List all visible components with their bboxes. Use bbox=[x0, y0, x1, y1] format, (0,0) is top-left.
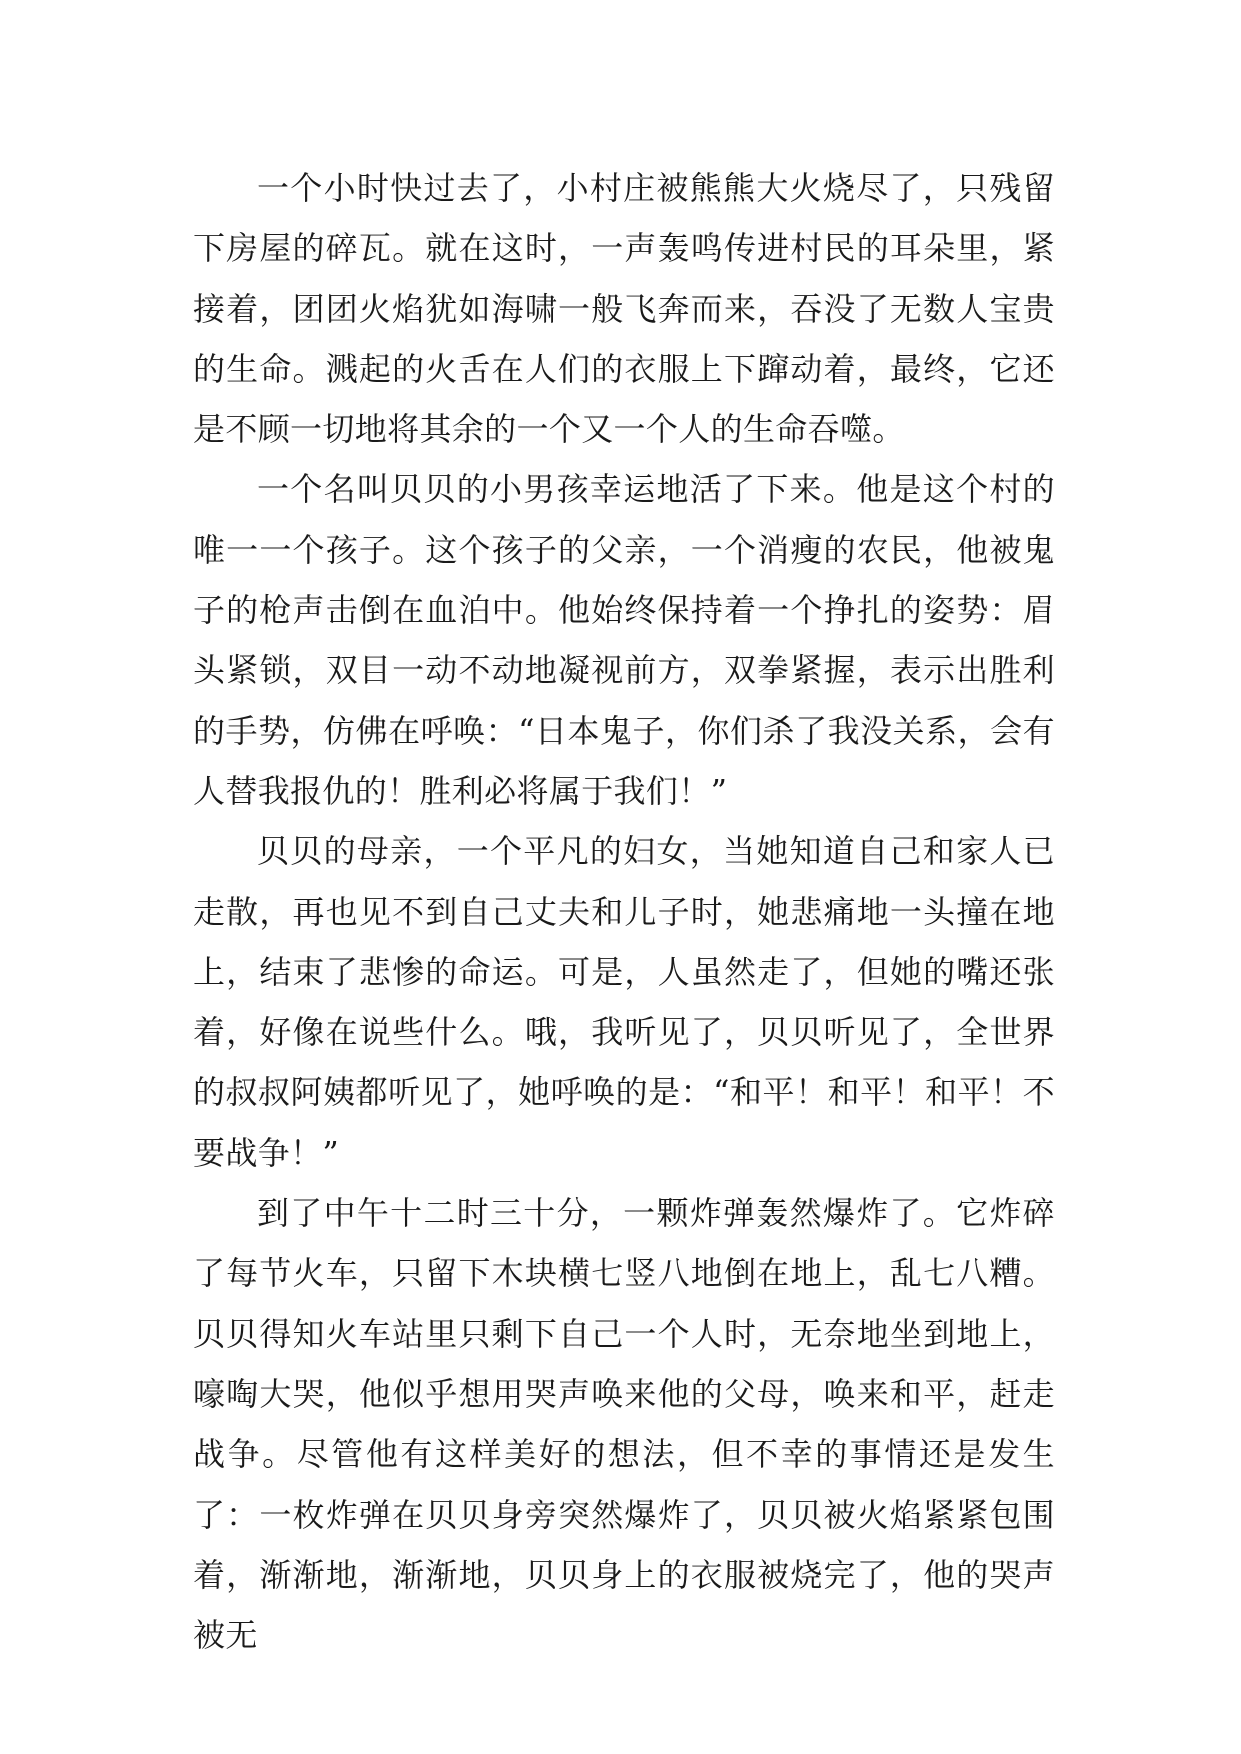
paragraph-3: 贝贝的母亲，一个平凡的妇女，当她知道自己和家人已走散，再也见不到自己丈夫和儿子时，她悲痛地一头撞在地上，结束了悲惨的命运。可是，人虽然走了，但她的嘴还张着，好像在说些什么。哦，我听见了，贝贝听见了，全世界的叔叔阿姨都听见了，她呼唤的是：“和平！和平！和平！不要战争！” bbox=[193, 832, 1055, 1172]
paragraph-4: 到了中午十二时三十分，一颗炸弹轰然爆炸了。它炸碎了每节火车，只留下木块横七竖八地倒在地上，乱七八糟。贝贝得知火车站里只剩下自己一个人时，无奈地坐到地上，嚎啕大哭，他似乎想用哭声唤来他的父母，唤来和平，赶走战争。尽管他有这样美好的想法，但不幸的事情还是发生了：一枚炸弹在贝贝身旁突然爆炸了，贝贝被火焰紧紧包围着，渐渐地，渐渐地，贝贝身上的衣服被烧完了，他的哭声被无 bbox=[193, 1194, 1055, 1655]
paragraph-2: 一个名叫贝贝的小男孩幸运地活了下来。他是这个村的唯一一个孩子。这个孩子的父亲，一个消瘦的农民，他被鬼子的枪声击倒在血泊中。他始终保持着一个挣扎的姿势：眉头紧锁，双目一动不动地凝视前方，双拳紧握，表示出胜利的手势，仿佛在呼唤：“日本鬼子，你们杀了我没关系，会有人替我报仇的！胜利必将属于我们！” bbox=[193, 470, 1055, 810]
paragraph-1: 一个小时快过去了，小村庄被熊熊大火烧尽了，只残留下房屋的碎瓦。就在这时，一声轰鸣传进村民的耳朵里，紧接着，团团火焰犹如海啸一般飞奔而来，吞没了无数人宝贵的生命。溅起的火舌在人们的衣服上下蹿动着，最终，它还是不顾一切地将其余的一个又一个人的生命吞噬。 bbox=[193, 169, 1055, 449]
body-text bbox=[193, 158, 1055, 1665]
